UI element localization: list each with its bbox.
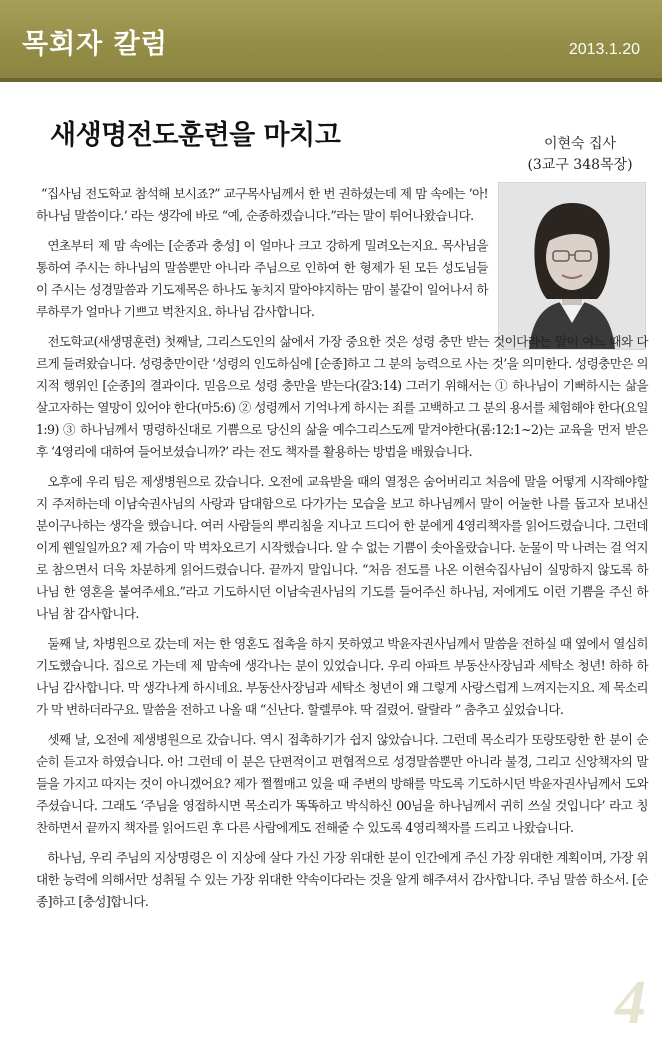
section-title: 목회자 칼럼 — [22, 29, 168, 60]
paragraph-7: 하나님, 우리 주님의 지상명령은 이 지상에 살다 가신 가장 위대한 분이 인간에게 주신 가장 위대한 계획이며, 가장 위대한 능력에 의해서만 성취될 수 있는 가장 위대한 약속이다라는 것을 알게 해주셔서 감사합니다. 주님 말씀 하소서. [순종]하고 [충성]합니다. — [36, 850, 648, 909]
header-divider — [0, 78, 662, 82]
paragraph-1: “집사님 전도학교 참석해 보시죠?” 교구목사님께서 한 번 권하셨는데 제 맘 속에는 ‘아! 하나님 말씀이다.’ 라는 생각에 바로 “예, 순종하겠습니다.”라는 말이 튀어나왔습니다. — [36, 186, 488, 223]
paragraph-6: 셋째 날, 오전에 제생병원으로 갔습니다. 역시 접촉하기가 쉽지 않았습니다. 그런데 목소리가 또랑또랑한 한 분이 순순히 듣고자 하였습니다. 아! 그런데 이 분은 단편적이고 편협적으로 성경말씀뿐만 아니라 불경, 그리고 신앙책자의 말들을 가지고 따지는 것이 아니겠어요? 제가 쩔쩔매고 있을 때 주변의 방해를 막도록 기도하시던 박윤자권사님께서 도와주셨습니다. 그래도 ‘주님을 영접하시면 목소리가 똑똑하고 박식하신 00님을 하나님께서 귀히 쓰실 것입니다’ 라고 칭찬하면서 끝까지 책자를 읽어드린 후 다른 사람에게도 전해줄 수 있도록 4영리책자를 드리고 나왔습니다. — [36, 732, 648, 835]
paragraph-2: 연초부터 제 맘 속에는 [순종과 충성] 이 얼마나 크고 강하게 밀려오는지요. 목사님을 통하여 주시는 하나님의 말씀뿐만 아니라 주님으로 인하여 한 형제가 된 모든 성도님들이 주시는 성경말씀과 기도제목은 하나도 놓치지 말아야지하는 맘이 불같이 일어나서 하루하루가 얼마나 기쁘고 벅찬지요. 하나님 감사합니다. — [36, 238, 488, 319]
author-byline — [520, 134, 640, 176]
issue-date: 2013.1.20 — [568, 41, 640, 58]
article-body — [36, 183, 648, 921]
paragraph-5: 둘째 날, 차병원으로 갔는데 저는 한 영혼도 접촉을 하지 못하였고 박윤자권사님께서 말씀을 전하실 때 옆에서 열심히 기도했습니다. 집으로 가는데 제 맘속에 생각나는 분이 있었습니다. 우리 아파트 부동산사장님과 세탁소 청년! 하하 하나님 감사합니다. 막 생각나게 하시네요. 부동산사장님과 세탁소 청년이 왜 그렇게 사랑스럽게 느껴지는지요. 제 목소리가 막 변하더라구요. 말씀을 전하고 나올 때 “신난다. 할렐루야. 딱 걸렸어. 랄랄라 ” 춤추고 싶었습니다. — [36, 636, 648, 717]
author-name: 이현숙 집사 — [543, 136, 617, 152]
author-group: (3교구 348목장) — [527, 157, 633, 173]
paragraph-3: 전도학교(새생명훈련) 첫째날, 그리스도인의 삶에서 가장 중요한 것은 성령 충만 받는 것이다라는 말이 여느 때와 다르게 들려왔습니다. 성령충만이란 ‘성령의 인도하심에 [순종]하고 그 분의 능력으로 사는 것’을 의미한다. 성령충만은 의지적 행위인 [순종]의 결과이다. 믿음으로 성령 충만을 받는다(갈3:14) 그러기 위해서는 ① 하나님이 기뻐하시는 삶을 살고자하는 열망이 있어야 한다(마5:6) ② 성령께서 기억나게 하시는 죄를 고백하고 그 분의 용서를 체험해야 한다(요일1:9) ③ 하나님께서 명령하신대로 기쁨으로 당신의 삶을 예수그리스도께 맡겨야한다(롬:12:1~2)는 교육을 먼저 받은 후 ‘4영리에 대하여 들어보셨습니까?’ 라는 전도 책자를 활용하는 방법을 배웠습니다. — [36, 334, 648, 459]
paragraph-4: 오후에 우리 팀은 제생병원으로 갔습니다. 오전에 교육받을 때의 열정은 숨어버리고 처음에 말을 어떻게 시작해야할 지 주저하는데 이남숙권사님의 사랑과 담대함으로 다가가는 모습을 보고 하나님께서 말이 어눌한 나를 돕고자 보내신 분이구나하는 생각을 했습니다. 여러 사람들의 뿌리침을 지나고 드디어 한 분에게 4영리책자를 읽어드렸습니다. 그런데 이게 웬일일까요? 제 가슴이 막 벅차오르기 시작했습니다. 알 수 없는 기쁨이 솟아올랐습니다. 눈물이 막 나려는 걸 억지로 참으면서 더욱 차분하게 읽어드렸습니다. 끝까지 말입니다. “처음 전도를 나온 이현숙집사님이 실망하지 않도록 하나님 한 영혼을 붙여주세요.”라고 기도하시던 이남숙권사님의 기도를 들어주신 하나님, 저에게도 이런 기쁨을 주신 하나님 참 감사합니다. — [36, 474, 648, 621]
article-title: 새생명전도훈련을 마치고 — [50, 120, 341, 151]
page-number: 4 — [615, 969, 646, 1037]
